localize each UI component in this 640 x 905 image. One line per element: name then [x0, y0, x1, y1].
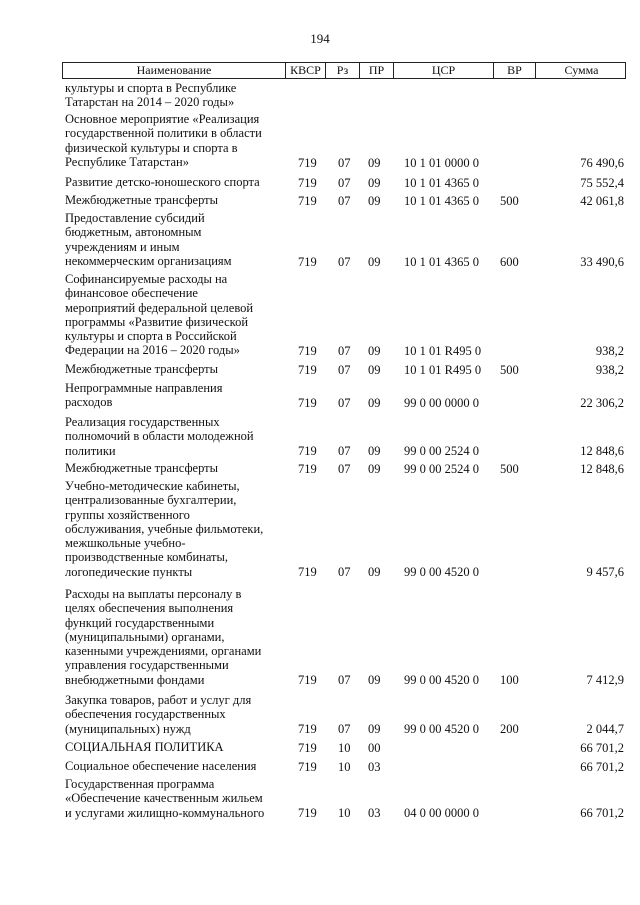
row-rz: 10: [338, 805, 351, 820]
row-rz: 10: [338, 759, 351, 774]
row-csr: 99 0 00 2524 0: [404, 443, 479, 458]
row-kvsr: 719: [298, 740, 317, 755]
row-rz: 07: [338, 362, 351, 377]
table-row: [0, 587, 640, 687]
row-name: Межбюджетные трансферты: [65, 362, 219, 376]
row-sum: 12 848,6: [580, 443, 624, 458]
row-sum: 66 701,2: [580, 759, 624, 774]
row-name: СОЦИАЛЬНАЯ ПОЛИТИКА: [65, 740, 224, 754]
row-kvsr: 719: [298, 193, 317, 208]
table-row: [0, 461, 640, 476]
table-row: [0, 415, 640, 458]
row-kvsr: 719: [298, 362, 317, 377]
row-rz: 07: [338, 155, 351, 170]
table-row: [0, 272, 640, 358]
row-pr: 09: [368, 155, 381, 170]
row-kvsr: 719: [298, 805, 317, 820]
row-name: Софинансируемые расходы на финансовое обеспечение мероприятий федеральной целевой программы «Развитие физической культуры и спорта в Российской Федерации на 2016 – 2020 годы»: [65, 272, 254, 358]
table-row: [0, 479, 640, 579]
row-pr: 09: [368, 254, 381, 269]
row-pr: 09: [368, 564, 381, 579]
row-name: Предоставление субсидий бюджетным, автономным учреждениям и иным некоммерческим организациям: [65, 211, 232, 268]
row-rz: 10: [338, 740, 351, 755]
row-name: Основное мероприятие «Реализация государственной политики в области физической культуры и спорта в Республике Татарстан»: [65, 112, 262, 169]
row-csr: 10 1 01 4365 0: [404, 193, 479, 208]
row-pr: 09: [368, 193, 381, 208]
row-name: культуры и спорта в Республике Татарстан на 2014 – 2020 годы»: [65, 81, 237, 110]
table-row: [0, 81, 640, 110]
row-pr: 09: [368, 362, 381, 377]
row-sum: 938,2: [595, 343, 624, 358]
row-vr: 500: [500, 362, 519, 377]
row-rz: 07: [338, 395, 351, 410]
row-vr: 500: [500, 193, 519, 208]
row-pr: 03: [368, 759, 381, 774]
row-vr: 500: [500, 461, 519, 476]
table-row: [0, 193, 640, 208]
row-sum: 2 044,7: [586, 721, 624, 736]
table-row: [0, 362, 640, 377]
row-name: Государственная программа «Обеспечение качественным жильем и услугами жилищно-коммунального: [65, 777, 265, 820]
row-name: Учебно-методические кабинеты, централизованные бухгалтерии, группы хозяйственного обслуживания, учебные фильмотеки, межшкольные учебно- производственные комбинаты, логопедические пункты: [65, 479, 264, 579]
row-pr: 09: [368, 672, 381, 687]
row-pr: 09: [368, 343, 381, 358]
row-name: Закупка товаров, работ и услуг для обеспечения государственных (муниципальных) нужд: [65, 693, 252, 736]
row-kvsr: 719: [298, 343, 317, 358]
row-name: Развитие детско-юношеского спорта: [65, 175, 260, 189]
table-row: [0, 211, 640, 269]
page-number: 194: [310, 31, 330, 46]
row-kvsr: 719: [298, 254, 317, 269]
row-rz: 07: [338, 193, 351, 208]
row-vr: 200: [500, 721, 519, 736]
row-csr: 99 0 00 4520 0: [404, 672, 479, 687]
row-rz: 07: [338, 564, 351, 579]
row-name: Межбюджетные трансферты: [65, 193, 219, 207]
row-name: Межбюджетные трансферты: [65, 461, 219, 475]
table-row: [0, 759, 640, 774]
row-sum: 66 701,2: [580, 740, 624, 755]
row-sum: 42 061,8: [580, 193, 624, 208]
row-pr: 09: [368, 443, 381, 458]
column-header-rz: Рз: [325, 63, 359, 78]
row-pr: 03: [368, 805, 381, 820]
row-csr: 10 1 01 0000 0: [404, 155, 479, 170]
column-header-name: Наименование: [136, 63, 212, 77]
row-pr: 09: [368, 721, 381, 736]
row-kvsr: 719: [298, 564, 317, 579]
row-csr: 99 0 00 4520 0: [404, 721, 479, 736]
row-rz: 07: [338, 343, 351, 358]
row-vr: 600: [500, 254, 519, 269]
column-header-kvsr: КВСР: [285, 63, 325, 78]
row-kvsr: 719: [298, 672, 317, 687]
row-pr: 00: [368, 740, 381, 755]
row-sum: 75 552,4: [580, 175, 624, 190]
row-name: Непрограммные направления расходов: [65, 381, 223, 410]
column-header-sum: Сумма: [535, 63, 627, 78]
row-pr: 09: [368, 461, 381, 476]
row-csr: 99 0 00 0000 0: [404, 395, 479, 410]
table-row: [0, 777, 640, 820]
row-csr: 99 0 00 4520 0: [404, 564, 479, 579]
column-header-csr: ЦСР: [393, 63, 493, 78]
row-kvsr: 719: [298, 443, 317, 458]
row-kvsr: 719: [298, 155, 317, 170]
row-csr: 99 0 00 2524 0: [404, 461, 479, 476]
row-csr: 10 1 01 R495 0: [404, 362, 482, 377]
column-header-vr: ВР: [493, 63, 535, 78]
row-sum: 12 848,6: [580, 461, 624, 476]
row-sum: 76 490,6: [580, 155, 624, 170]
row-csr: 10 1 01 4365 0: [404, 254, 479, 269]
row-csr: 10 1 01 4365 0: [404, 175, 479, 190]
table-row: [0, 381, 640, 410]
row-sum: 66 701,2: [580, 805, 624, 820]
row-rz: 07: [338, 443, 351, 458]
row-kvsr: 719: [298, 721, 317, 736]
row-pr: 09: [368, 175, 381, 190]
row-sum: 33 490,6: [580, 254, 624, 269]
row-kvsr: 719: [298, 175, 317, 190]
row-rz: 07: [338, 721, 351, 736]
row-name: Расходы на выплаты персоналу в целях обеспечения выполнения функций государственными (муниципальными) органами, казенными учреждениями, органами управления государственными внебюджетными фондами: [65, 587, 262, 687]
row-csr: 10 1 01 R495 0: [404, 343, 482, 358]
row-rz: 07: [338, 672, 351, 687]
column-header-pr: ПР: [359, 63, 393, 78]
table-row: [0, 740, 640, 755]
row-rz: 07: [338, 254, 351, 269]
row-name: Социальное обеспечение населения: [65, 759, 257, 773]
row-sum: 7 412,9: [586, 672, 624, 687]
row-sum: 9 457,6: [586, 564, 624, 579]
row-kvsr: 719: [298, 461, 317, 476]
row-pr: 09: [368, 395, 381, 410]
table-row: [0, 693, 640, 736]
row-rz: 07: [338, 461, 351, 476]
row-csr: 04 0 00 0000 0: [404, 805, 479, 820]
row-name: Реализация государственных полномочий в области молодежной политики: [65, 415, 254, 458]
row-sum: 938,2: [595, 362, 624, 377]
row-kvsr: 719: [298, 759, 317, 774]
table-row: [0, 112, 640, 170]
row-sum: 22 306,2: [580, 395, 624, 410]
row-kvsr: 719: [298, 395, 317, 410]
row-vr: 100: [500, 672, 519, 687]
row-rz: 07: [338, 175, 351, 190]
table-row: [0, 175, 640, 190]
